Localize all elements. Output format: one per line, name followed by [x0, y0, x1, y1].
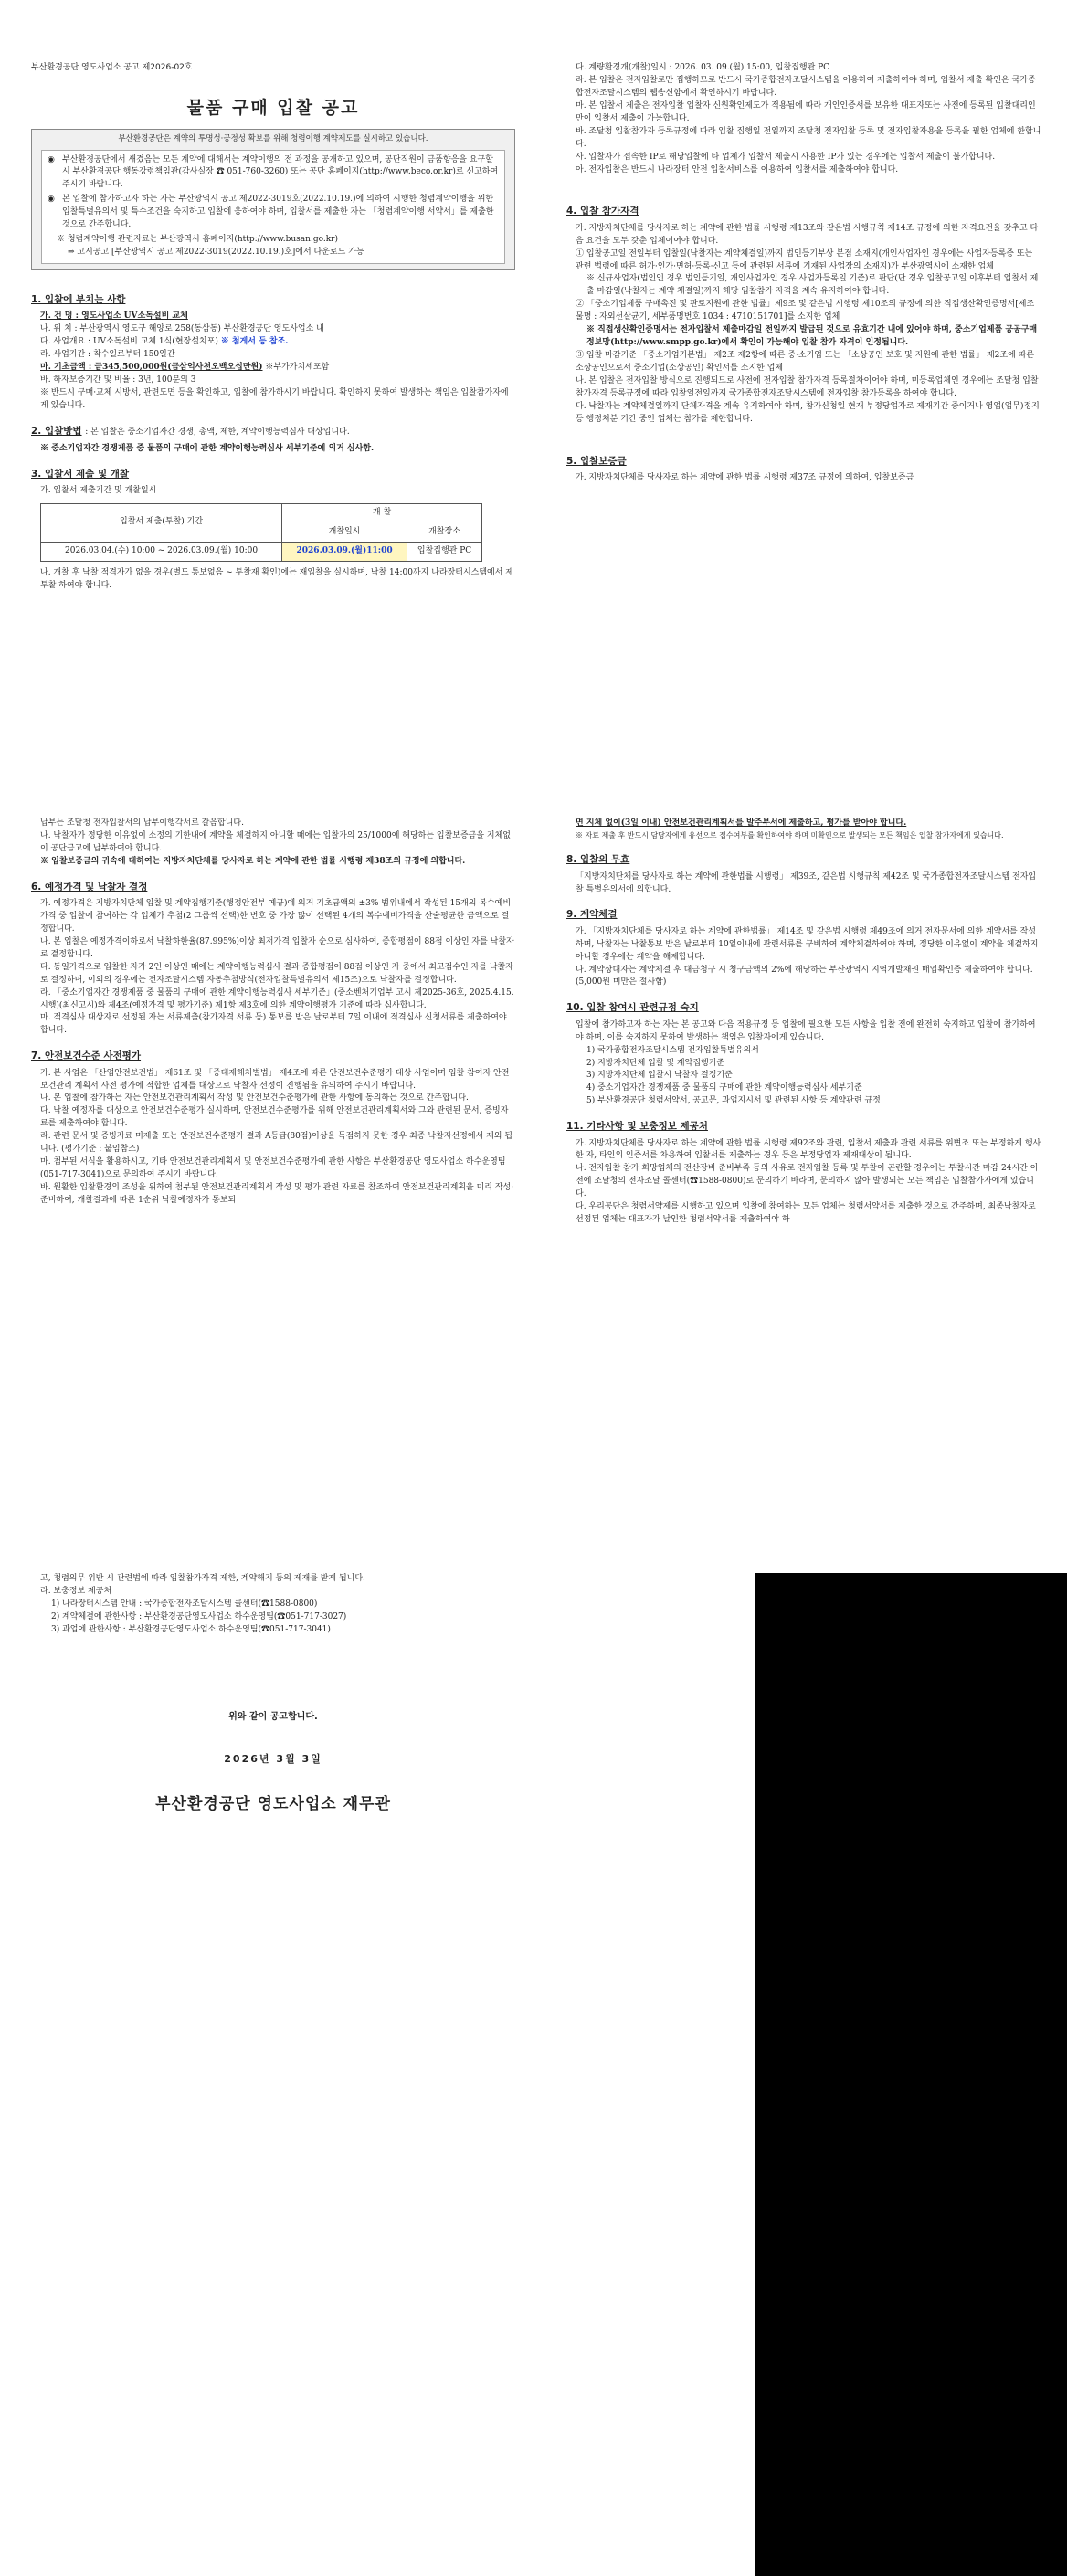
s4-2-note: ※ 직접생산확인증명서는 전자입찰서 제출마감일 전일까지 발급된 것으로 유효기간 내에 있어야 하며, 중소기업제품 공공구매정보망(http://www.smpp.go.kr)에서 확인이 가능해야 입찰 참가 자격이 인정됩니다. [586, 325, 1038, 348]
section-11-title: 11. 기타사항 및 보충정보 제공처 [566, 1121, 708, 1133]
section-3-a: 가. 입찰서 제출기간 및 개찰일시 [40, 485, 157, 495]
section-5-title: 5. 입찰보증금 [566, 455, 627, 467]
integrity-notice-box [31, 129, 515, 270]
integrity-bullet-1 [48, 154, 499, 193]
p3-note: ※ 입찰보증금의 귀속에 대하여는 지방자치단체를 당사자로 하는 계약에 관한 법률 시행령 제38조의 규정에 의합니다. [40, 856, 466, 866]
bullet-icon: ◉ [48, 195, 55, 205]
s9-a: 가. 「지방자치단체를 당사자로 하는 계약에 관한법률」 제14조 및 같은법 시행령 제49조에 의거 전자문서에 의한 계약서를 작성하며, 낙찰자는 낙찰통보 받은 날로부터 10일이내에 관련서류를 구비하여 계약체결하여야 하며, 정당한 이유없이 계약을 체결하지 아니할 경우에는 계약을 해제합니다. [576, 926, 1039, 962]
table-header-open-place: 개찰장소 [407, 523, 482, 542]
integrity-bullet-2-text: 본 입찰에 참가하고자 하는 자는 부산광역시 공고 제2022-3019호(2022.10.19.)에 의하여 시행한 청렴계약이행을 위한 입찰특별유의서 및 특수조건을 숙지하고 입찰에 응하여야 하며, 입찰서를 제출한 자는 「청렴계약이행 서약서」를 제출한 것으로 간주합니다. [62, 195, 494, 230]
p2-e: 마. 본 입찰서 제출은 전자입찰 입찰자 신원확인제도가 적용됨에 따라 개인인증서를 보유한 대표자또는 사전에 등록된 입찰대리인만이 입찰서 제출이 가능합니다. [576, 100, 1036, 123]
table-header-open-time: 개찰일시 [282, 523, 407, 542]
integrity-note-1: ※ 청렴계약이행 관련자료는 부산광역시 홈페이지(http://www.busan.go.kr) [57, 235, 338, 245]
s6-a: 가. 예정가격은 지방자치단체 입찰 및 계약집행기준(행정안전부 예규)에 의거 기초금액의 ±3% 범위내에서 작성된 15개의 복수예비가격 중 입찰에 참여하는 각 업체가 추첨(2 그룹씩 선택)한 번호 중 가장 많이 선택된 4개의 복수예비가격을 산술평균한 금액으로 결정합니다. [40, 899, 512, 934]
base-amount-text: 마. 기초금액 : 금345,500,000원(금삼억사천오백오십만원) [40, 363, 263, 373]
s8-text: 「지방자치단체를 당사자로 하는 계약에 관한법률 시행령」 제39조, 같은법 시행규칙 제42조 및 국가종합전자조달시스템 전자입찰 특별유의서에 의합니다. [576, 871, 1037, 894]
s10-text: 입찰에 참가하고자 하는 자는 본 공고와 다음 적용규정 등 입찰에 필요한 모든 사항을 입찰 전에 완전히 숙지하고 입찰에 참가하여야 하며, 이를 숙지하지 못하여 발생하는 책임은 입찰자에게 있습니다. [576, 1019, 1036, 1042]
bullet-icon: ◉ [48, 154, 55, 164]
s6-b: 나. 본 입찰은 예정가격이하로서 낙찰하한율(87.995%)이상 최저가격 입찰자 순으로 심사하여, 종합평점이 88점 이상인 자를 낙찰자로 결정합니다. [40, 936, 514, 959]
base-amount-note: ※부가가치세포함 [265, 363, 330, 373]
closing-signatory: 부산환경공단 영도사업소 재무관 [155, 1795, 391, 1814]
p5-b1: 1) 나라장터시스템 안내 : 국가종합전자조달시스템 콜센터(☎1588-0800) [51, 1599, 318, 1609]
p2-g: 사. 입찰자가 접속한 IP로 해당입찰에 타 업체가 입찰서 제출시 사용한 IP가 있는 경우에는 입찰서 제출이 불가합니다. [576, 152, 996, 162]
s11-b: 나. 전자입찰 참가 희망업체의 전산장비 준비부족 등의 사유로 전자입찰 등록 및 투찰이 곤란할 경우에는 투찰시간 마감 24시간 이전에 조달청의 전자조달 콜센터(☎1588-0800)로 문의하기 바라며, 문의하지 않아 발생되는 모든 책임은 입찰참가자에게 있습니다. [576, 1164, 1039, 1199]
section-2-note: ※ 중소기업자간 경쟁제품 중 물품의 구매에 관한 계약이행능력심사 세부기준에 의거 심사함. [40, 443, 375, 453]
s7-b: 나. 본 입찰에 참가하는 자는 안전보건관리계획서 작성 및 안전보건수준평가에 관한 사항에 동의하는 것으로 간주합니다. [40, 1093, 469, 1103]
section-3-title: 3. 입찰서 제출 및 개찰 [31, 468, 130, 480]
s4-1: ① 입찰공고일 전일부터 입찰일(낙찰자는 계약체결일)까지 법인등기부상 본점 소재지(개인사업자인 경우에는 사업자등록증 또는 관련 법령에 따른 허가·인가·면허·등록·신고 등에 관련된 서류에 기재된 사업장의 소재지)가 부산광역시에 소재한 업체 [576, 248, 1033, 271]
s4-3: ③ 입찰 마감기준 「중소기업기본법」 제2조 제2항에 따른 중·소기업 또는 「소상공인 보호 및 지원에 관한 법률」 제2조에 따른 소상공인으로서 중소기업(소상공인) 확인서를 소지한 업체 [576, 351, 1035, 374]
open-place-cell: 입찰집행관 PC [407, 542, 482, 561]
section-2 [31, 424, 515, 439]
integrity-bullet-1-text: 부산환경공단에서 새겼음는 모든 계약에 대해서는 계약이행의 전 과정을 공개하고 있으며, 공단직원이 금품향응을 요구할 시 부산환경공단 행동강령책임관(감사실장 ☎ 051-760-3260) 또는 공단 홈페이지(http://www.beco.or.kr)로 신고하여 주시기 바랍니다. [62, 154, 499, 190]
item-overview-text: 다. 사업개요 : UV소독설비 교체 1식(현장설치포) [40, 337, 218, 347]
section-3-b: 나. 개찰 후 낙찰 적격자가 없을 경우(별도 통보없음 ~ 투찰재 확인)에는 재입찰을 실시하며, 낙찰 14:00까지 나라장터시스템에서 제투찰 하여야 합니다. [40, 567, 514, 590]
closing-statement: 위와 같이 공고합니다. [228, 1711, 318, 1722]
page-3 [31, 818, 515, 1208]
blank-region [755, 1573, 1067, 2576]
s9-b: 나. 계약상대자는 계약체결 후 대금청구 시 청구금액의 2%에 해당하는 부산광역시 지역개발채권 매입확인증 제출하여야 합니다.(5,000원 미만은 절사함) [576, 965, 1033, 987]
p2-f: 바. 조달청 입찰참가자 등록규정에 따라 입찰 집행일 전일까지 조달청 전자입찰 등록 및 전자입찰자용을 등록을 필한 업체에 한합니다. [576, 126, 1041, 149]
integrity-inner-box [41, 150, 505, 265]
s6-c: 다. 동일가격으로 입찰한 자가 2인 이상인 때에는 계약이행능력심사 결과 종합평점이 88점 이상인 자 중에서 최고점수인 자를 낙찰자로 결정하며, 이외의 경우에는 전자조달시스템 자동추첨방식(전자입찰특별유의서 제15조)으로 낙찰자를 결정합니다. [40, 962, 513, 985]
p5-b3: 3) 과업에 관한사항 : 부산환경공단영도사업소 하수운영팀(☎051-717-3041) [51, 1624, 331, 1634]
section-2-title: 2. 입찰방법 [31, 425, 82, 437]
page-5 [31, 1573, 515, 1817]
s10-3: 3) 지방자치단체 입찰시 낙찰자 결정기준 [586, 1071, 733, 1081]
p2-c: 다. 계량환경개(개찰)일시 : 2026. 03. 09.(월) 15:00, 입찰집행관 PC [576, 63, 830, 72]
s10-5: 5) 부산환경공단 청렴서약서, 공고문, 과업지시서 및 관련된 사항 등 계약관련 규정 [586, 1096, 881, 1106]
item-caution: ※ 반드시 구매·교체 시방서, 관련도면 등을 확인하고, 입찰에 참가하시기 바랍니다. 확인하지 못하여 발생하는 책임은 입찰참가자에게 있습니다. [40, 387, 509, 410]
s7-f: 바. 원활한 입찰환경의 조성을 위하여 첨부된 안전보건관리계획서 작성 및 평가 관련 자료를 참조하여 안전보건관리계획을 미리 작성·준비하여, 개찰결과에 따른 1순위 낙찰예정자가 통보되 [40, 1183, 514, 1205]
table-header-opening: 개 찰 [282, 503, 482, 523]
page-4 [566, 818, 1041, 1227]
p5-b2: 2) 계약체결에 관한사항 : 부산환경공단영도사업소 하수운영팀(☎051-717-3027) [51, 1611, 347, 1621]
p4-cont: 면 지체 없이(3일 이내) 안전보건관리계획서를 발주부서에 제출하고, 평가를 받아야 합니다. [576, 818, 907, 828]
s6-e: 마. 적격심사 대상자로 선정된 자는 서류제출(참가자격 서류 등) 통보를 받은 날로부터 7일 이내에 적격심사 신청서류를 제출하여야 합니다. [40, 1013, 507, 1036]
s4-a: 가. 지방자치단체를 당사자로 하는 계약에 관한 법률 시행령 제13조와 같은법 시행규칙 제14조 규정에 의한 자격요건을 갖추고 다음 요건을 모두 갖춘 업체이어야 합니다. [576, 223, 1039, 246]
p5-b: 라. 보충정보 제공처 [40, 1586, 112, 1596]
p2-d: 라. 본 입찰은 전자입찰로만 집행하므로 반드시 국가종합전자조달시스템을 이용하여 제출하여야 하며, 입찰서 제출 확인은 국가종합전자조달시스템의 웹송신함에서 확인하시기 바랍니다. [576, 75, 1036, 98]
section-1-title: 1. 입찰에 부치는 사항 [31, 294, 126, 306]
integrity-bullet-2 [48, 194, 499, 232]
item-base-amount [40, 362, 515, 375]
table-header-period: 입찰서 제출(투찰) 기간 [41, 503, 282, 542]
bid-period-cell: 2026.03.04.(수) 10:00 ~ 2026.03.09.(월) 10:00 [41, 542, 282, 561]
section-8-title: 8. 입찰의 무효 [566, 854, 630, 866]
bid-schedule-table [40, 503, 482, 562]
s4-b: 나. 본 입찰은 전자입찰 방식으로 진행되므로 사전에 전자입찰 참가자격 등록절차이어야 하며, 미등록업체인 경우에는 조달청 입찰참가자격 등록규정에 따라 입찰일전일까지 국가종합전자조달시스템에 전자입찰 참가등록을 하여야 합니다. [576, 375, 1039, 398]
s10-1: 1) 국가종합전자조달시스템 전자입찰특별유의서 [586, 1045, 759, 1055]
closing-date: 2026년 3월 3일 [224, 1753, 322, 1766]
s4-2: ② 「중소기업제품 구매촉진 및 판로지원에 관한 법률」제9조 및 같은법 시행령 제10조의 규정에 의한 직접생산확인증명서[제조물명 : 자외선살균기, 세부품명번호 1034 : 4710151701]를 소지한 업체 [576, 300, 1035, 322]
item-name: 가. 건 명 : 영도사업소 UV소독설비 교체 [40, 311, 188, 322]
s7-e: 마. 첨부된 서식을 활용하시고, 기타 안전보건관리계획서 및 안전보건수준평가에 관한 사항은 부산환경공단 영도사업소 하수운영팀(051-717-3041)으로 문의하여 주시기 바랍니다. [40, 1157, 506, 1180]
s4-c: 다. 낙찰자는 계약체결일까지 단체자격을 계속 유지하여야 하며, 참가신청일 현재 부정당업자로 제재기간 중이거나 영업(업무)정지 등 행정처분 기간 중인 업체는 참가를 제한합니다. [576, 401, 1040, 424]
integrity-intro: 부산환경공단은 계약의 투명성·공정성 확보를 위해 청렴이행 계약제도를 실시하고 있습니다. [118, 134, 428, 144]
p5-cont: 고, 청렴의무 위반 시 관련법에 따라 입찰참가자격 제한, 계약해지 등의 제재를 받게 됩니다. [40, 1574, 365, 1583]
page-2 [566, 62, 1041, 485]
s5-a: 가. 지방자치단체를 당사자로 하는 계약에 관한 법률 시행령 제37조 규정에 의하여, 입찰보증금 [576, 472, 914, 482]
p3-b: 나. 낙찰자가 정당한 이유없이 소정의 기한내에 계약을 체결하지 아니할 때에는 입찰가의 25/1000에 해당하는 입찰보증금을 지체없이 공단금고에 납부하여야 합니다. [40, 830, 512, 853]
section-10-title: 10. 입찰 참여시 관련규정 숙지 [566, 1002, 699, 1014]
open-time-cell: 2026.03.09.(월)11:00 [282, 542, 407, 561]
s6-d: 라. 「중소기업자간 경쟁제품 중 물품의 구매에 관한 계약이행능력심사 세부기준」(중소벤처기업부 고시 제2025-36호, 2025.4.15.시행)(최신고시)와 제4조(예정가격 및 평가기준) 제1항 제3호에 의한 계약이행평가 기준에 따라 심사합니다. [40, 987, 514, 1010]
s10-4: 4) 중소기업자간 경쟁제품 중 물품의 구매에 관한 계약이행능력심사 세부기준 [586, 1083, 862, 1093]
item-warranty: 바. 하자보증기간 및 비율 : 3년, 100분의 3 [40, 375, 196, 385]
item-overview [40, 336, 515, 349]
s11-a: 가. 지방자치단체를 당사자로 하는 계약에 관한 법률 시행령 제92조와 관련, 입찰서 제출과 관련 서류를 위변조 또는 부정하게 행사한 자, 타인의 인증서를 차용하여 입찰서를 제출하는 경우 등은 부정당업자 제재대상이 됩니다. [576, 1138, 1041, 1161]
item-overview-note: ※ 첨게서 등 참조. [220, 337, 289, 347]
s7-d: 라. 관련 문서 및 증빙자료 미제출 또는 안전보건수준평가 결과 A등급(80점)이상을 득점하지 못한 경우 최종 낙찰자선정에서 제외 됩니다. (평가기준 : 붙임참조) [40, 1132, 513, 1155]
integrity-note-2: ⇒ 고시공고 [부산광역시 공고 제2022-3019(2022.10.19.)호]에서 다운로드 가능 [68, 248, 364, 258]
section-7-title: 7. 안전보건수준 사전평가 [31, 1050, 142, 1062]
section-9-title: 9. 계약체결 [566, 909, 618, 921]
page-title: 물품 구매 입찰 공고 [186, 97, 360, 118]
section-6-title: 6. 예정가격 및 낙찰자 결정 [31, 881, 148, 892]
section-4-title: 4. 입찰 참가자격 [566, 206, 639, 217]
p2-h: 아. 전자입찰은 반드시 나라장터 안전 입찰서비스를 이용하여 입찰서를 제출하여야 합니다. [576, 164, 899, 174]
s7-a: 가. 본 사업은 「산업안전보건법」 제61조 및 「중대재해처벌법」 제4조에 따른 안전보건수준평가 대상 사업이며 입찰 참여자 안전보건관리 계획서 사전 평가에 적합한 업체를 대상으로 낙찰자 선정이 진행됨을 유의하여 주시기 바랍니다. [40, 1068, 510, 1091]
closing-block [31, 1710, 515, 1817]
s7-c: 다. 낙찰 예정자를 대상으로 안전보건수준평가 실시하며, 안전보건수준평가를 위해 안전보건관리계획서와 그와 관련된 문서, 증빙자료를 제출하여야 합니다. [40, 1106, 509, 1129]
s10-2: 2) 지방자치단체 입찰 및 계약집행기준 [586, 1058, 725, 1068]
notice-number: 부산환경공단 영도사업소 공고 제2026-02호 [31, 63, 193, 72]
s11-c: 다. 우리공단은 청렴서약제를 시행하고 있으며 입찰에 참여하는 모든 업체는 청렴서약서를 제출한 것으로 간주하며, 최종낙찰자로 선정된 업체는 대표자가 날인한 청렴서약서를 제출하여야 하 [576, 1202, 1036, 1225]
page-1 [31, 62, 515, 593]
item-period: 라. 사업기간 : 착수일로부터 150일간 [40, 350, 175, 360]
section-2-text: : 본 입찰은 중소기업자간 경쟁, 총액, 제한, 계약이행능력심사 대상입니다. [85, 427, 350, 437]
p3-cont: 납부는 조달청 전자입찰서의 납부이행각서로 갈음합니다. [40, 818, 244, 828]
item-location: 나. 위 치 : 부산광역시 영도구 해양로 258(동삼동) 부산환경공단 영도사업소 내 [40, 324, 324, 334]
p4-note: ※ 자료 제출 후 반드시 담당자에게 유선으로 접수여부를 확인하여야 하며 미확인으로 발생되는 모든 책임은 입찰 참가자에게 있습니다. [576, 830, 1004, 839]
s4-1-note: ※ 신규사업자(법인인 경우 법인등기일, 개인사업자인 경우 사업자등록일 기준)로 판단(단 경우 입찰공고일 이후부터 입찰서 제출 마감일(낙찰자는 계약 체결일)까지 해당 입찰참가 자격을 계속 유지하여야 합니다. [586, 274, 1039, 297]
